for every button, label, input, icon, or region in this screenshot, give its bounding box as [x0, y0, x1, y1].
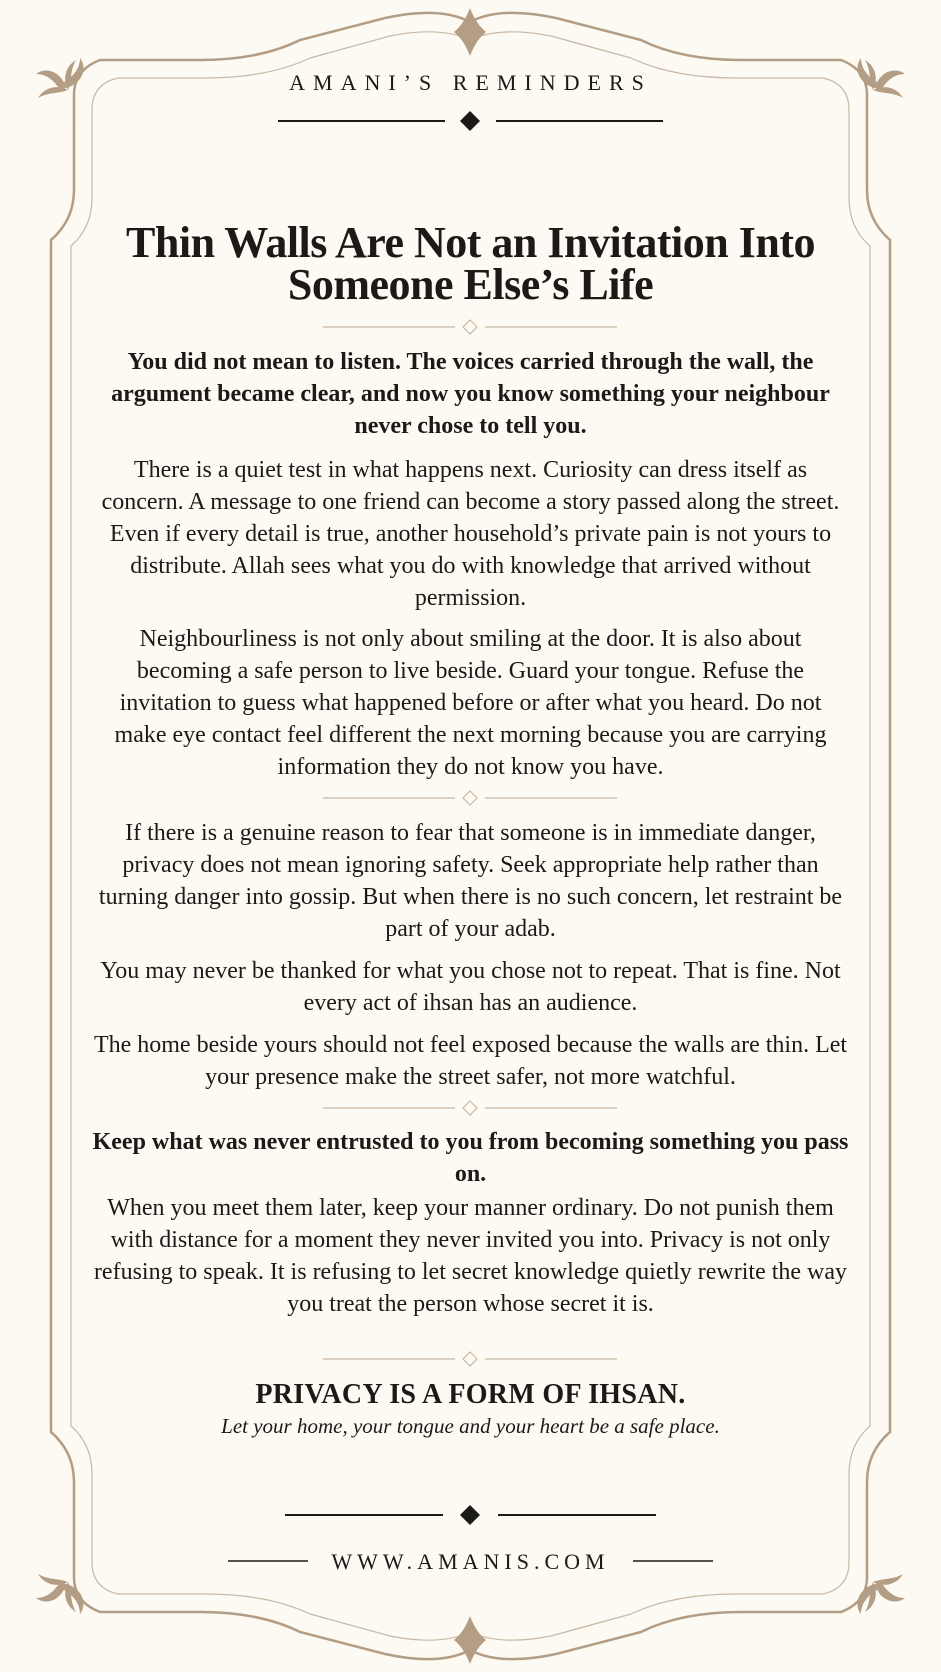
- closing-paragraph: When you meet them later, keep your manner ordinary. Do not punish them with distance for a moment they never invited you into. Privacy is not only refusing to speak. It is refusing to let secret knowledge quietly rewrite the way you treat the person whose secret it is.: [93, 1195, 848, 1317]
- intro-paragraph: You did not mean to listen. The voices carried through the wall, the argument became clear, and now you know something your neighbour never chose to tell you.: [111, 349, 830, 439]
- small-diamond-divider-icon: [463, 1101, 477, 1115]
- top-finial-icon: [454, 8, 486, 56]
- small-diamond-divider-icon: [463, 320, 477, 334]
- fleur-corner-icon-bottom-left: [36, 1574, 84, 1614]
- diamond-divider-icon: [460, 1505, 480, 1525]
- bottom-divider: [285, 1505, 656, 1525]
- header-divider: [278, 111, 663, 131]
- body-paragraph-2: Neighbourliness is not only about smiling at the door. It is also about becoming a safe person to live beside. Guard your tongue. Refuse the invitation to guess what happened before or after what you heard. Do not make eye contact feel different the next morning because you are carrying information they do not know you have.: [114, 626, 827, 780]
- fleur-corner-icon-bottom-right: [857, 1574, 905, 1614]
- page-title: Thin Walls Are Not an Invitation Into Someone Else’s Life: [126, 218, 815, 309]
- body-paragraph-5: The home beside yours should not feel exposed because the walls are thin. Let your presence make the street safer, not more watchful.: [93, 1032, 848, 1090]
- small-divider-2: [323, 791, 617, 805]
- body-paragraph-1: There is a quiet test in what happens next. Curiosity can dress itself as concern. A message to one friend can become a story passed along the street. Even if every detail is true, another household’s private pain is not yours to distribute. Allah sees what you do with knowledge that arrived without permission.: [101, 457, 840, 611]
- small-diamond-divider-icon: [463, 791, 477, 805]
- key-line: Keep what was never entrusted to you from becoming something you pass on.: [92, 1129, 849, 1187]
- conclusion-headline: PRIVACY IS A FORM OF IHSAN.: [255, 1379, 686, 1410]
- small-divider-1: [323, 320, 617, 334]
- conclusion-tagline: Let your home, your tongue and your heart be a safe place.: [221, 1414, 720, 1438]
- body-paragraph-3: If there is a genuine reason to fear that someone is in immediate danger, privacy does not mean ignoring safety. Seek appropriate help rather than turning danger into gossip. But when there is no such concern, let restraint be part of your adab.: [98, 820, 843, 942]
- brand-header: AMANI’S REMINDERS: [289, 70, 652, 95]
- small-divider-3: [323, 1101, 617, 1115]
- footer-website[interactable]: WWW.AMANIS.COM: [331, 1549, 610, 1574]
- diamond-divider-icon: [460, 111, 480, 131]
- body-paragraph-4: You may never be thanked for what you chose not to repeat. That is fine. Not every act of ihsan has an audience.: [100, 958, 841, 1016]
- bottom-finial-icon: [454, 1616, 486, 1664]
- small-diamond-divider-icon: [463, 1352, 477, 1366]
- small-divider-4: [323, 1352, 617, 1366]
